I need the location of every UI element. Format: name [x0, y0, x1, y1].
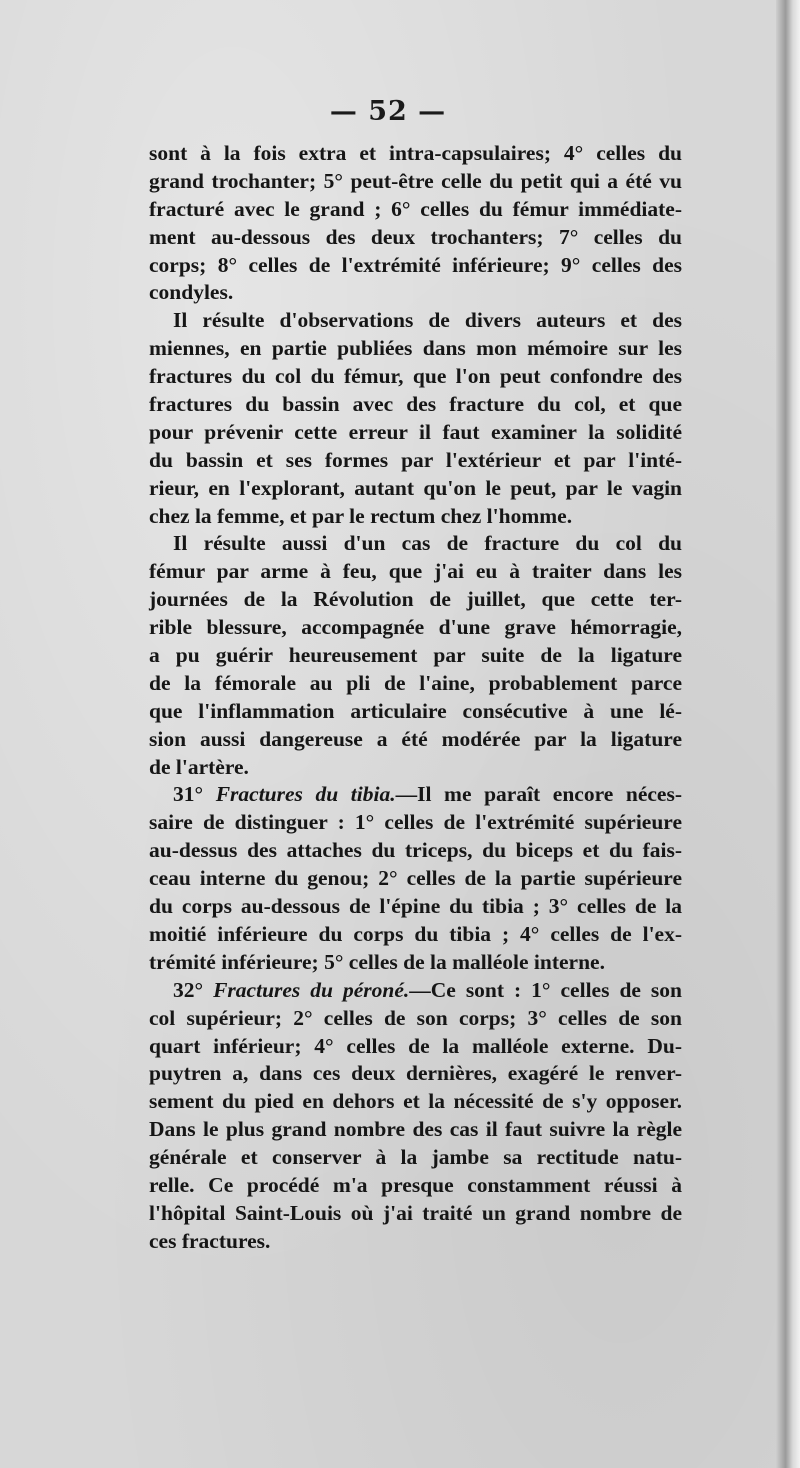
- text-line: sont à la fois extra et intra-capsulaires; 4° celles du: [149, 141, 682, 165]
- text-line: que l'inflammation articulaire consécutive à une lé-: [149, 698, 682, 723]
- text-line: grand trochanter; 5° peut-être celle du petit qui a été vu: [149, 168, 682, 193]
- text-line: fractures du bassin avec des fracture du col, et que: [149, 392, 682, 417]
- text-line: fémur par arme à feu, que j'ai eu à traiter dans les: [149, 559, 682, 584]
- line-continuation: —Il me paraît encore néces-: [395, 782, 683, 807]
- text-line: sion aussi dangereuse a été modérée par la ligature: [149, 726, 682, 751]
- text-line: du corps au-dessous de l'épine du tibia ; 3° celles de la: [149, 894, 682, 919]
- text-line: fracturé avec le grand ; 6° celles du fémur immédiate-: [149, 196, 682, 221]
- text-line: rible blessure, accompagnée d'une grave hémorragie,: [149, 615, 682, 640]
- text-line: ces fractures.: [149, 1228, 271, 1253]
- text-line: miennes, en partie publiées dans mon mémoire sur les: [149, 336, 682, 361]
- text-line: puytren a, dans ces deux dernières, exagéré le renver-: [149, 1061, 682, 1086]
- text-line: Il résulte aussi d'un cas de fracture du col du: [173, 531, 682, 556]
- text-line: quart inférieur; 4° celles de la malléole externe. Du-: [149, 1033, 682, 1058]
- text-line: de l'artère.: [149, 754, 249, 779]
- line-prefix: 31°: [173, 782, 216, 807]
- text-line: au-dessus des attaches du triceps, du biceps et du fais-: [149, 838, 682, 863]
- text-line: Il résulte d'observations de divers auteurs et des: [173, 308, 682, 333]
- text-line: du bassin et ses formes par l'extérieur et par l'inté-: [149, 447, 682, 472]
- text-line: Dans le plus grand nombre des cas il faut suivre la règle: [149, 1117, 682, 1142]
- text-line: a pu guérir heureusement par suite de la ligature: [149, 643, 682, 668]
- section-heading: Fractures du péroné.: [213, 977, 410, 1002]
- text-line: ment au-dessous des deux trochanters; 7° celles du: [149, 224, 682, 249]
- page-number: — 52 —: [329, 96, 447, 127]
- text-line: sement du pied en dehors et la nécessité de s'y opposer.: [149, 1089, 682, 1114]
- text-line: corps; 8° celles de l'extrémité inférieure; 9° celles des: [149, 252, 682, 277]
- text-line: fractures du col du fémur, que l'on peut confondre des: [149, 364, 682, 389]
- text-line: l'hôpital Saint-Louis où j'ai traité un grand nombre de: [149, 1200, 682, 1225]
- text-line: saire de distinguer : 1° celles de l'extrémité supérieure: [149, 810, 682, 835]
- line-prefix: 32°: [173, 977, 214, 1002]
- book-gutter: [776, 0, 800, 1468]
- line-continuation: —Ce sont : 1° celles de son: [409, 977, 682, 1002]
- text-line: condyles.: [149, 280, 234, 305]
- section-heading: Fractures du tibia.: [215, 782, 396, 807]
- body-text: [149, 140, 682, 1256]
- text-line: [149, 781, 682, 809]
- text-line: moitié inférieure du corps du tibia ; 4° celles de l'ex-: [149, 921, 682, 946]
- text-line: ceau interne du genou; 2° celles de la partie supérieure: [149, 866, 682, 891]
- text-line: de la fémorale au pli de l'aine, probablement parce: [149, 670, 682, 695]
- text-line: col supérieur; 2° celles de son corps; 3° celles de son: [149, 1005, 682, 1030]
- text-line: chez la femme, et par le rectum chez l'homme.: [149, 503, 573, 528]
- text-line: trémité inférieure; 5° celles de la malléole interne.: [149, 949, 605, 974]
- text-line: relle. Ce procédé m'a presque constamment réussi à: [149, 1172, 682, 1197]
- text-line: journées de la Révolution de juillet, que cette ter-: [149, 587, 682, 612]
- text-line: générale et conserver à la jambe sa rectitude natu-: [149, 1145, 682, 1170]
- text-line: [149, 977, 682, 1005]
- text-line: pour prévenir cette erreur il faut examiner la solidité: [149, 419, 682, 444]
- text-line: rieur, en l'explorant, autant qu'on le peut, par le vagin: [149, 475, 682, 500]
